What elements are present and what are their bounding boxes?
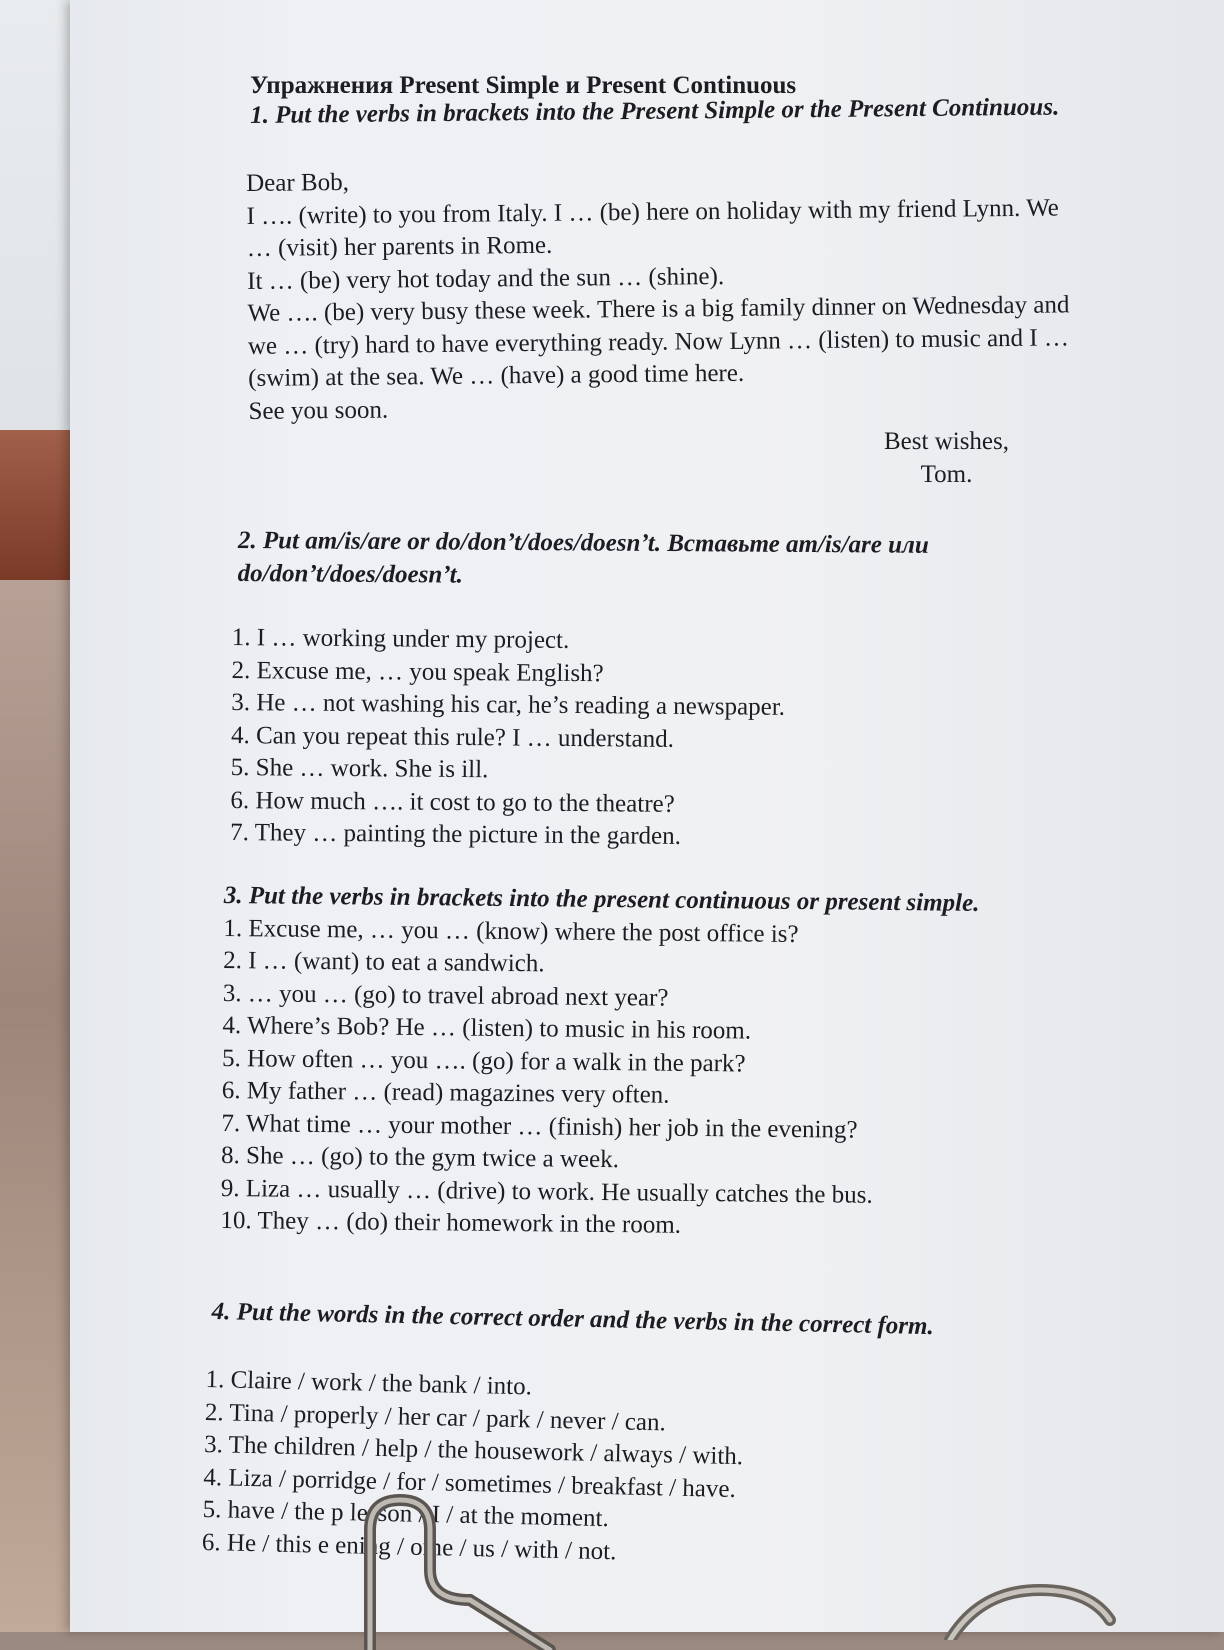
list-item: 5. How often … you …. (go) for a walk in the park?: [221, 1044, 746, 1077]
task1-heading: 1. Put the verbs in brackets into the Present Simple or the Present Continuous.: [250, 93, 1060, 129]
letter-line: … (visit) her parents in Rome.: [246, 231, 553, 262]
task3-list: [220, 912, 1183, 1247]
sign-off: Best wishes,: [884, 428, 1009, 455]
list-item: 2. Excuse me, … you speak English?: [231, 656, 604, 687]
list-item: 9. Liza … usually … (drive) to work. He usually catches the bus.: [220, 1174, 873, 1209]
list-item: 1. Claire / work / the bank / into.: [205, 1365, 533, 1401]
task2-heading: [238, 525, 1138, 596]
list-item: 6. How much …. it cost to go to the theatre?: [230, 786, 675, 818]
list-item: 3. He … not washing his car, he’s reading a newspaper.: [231, 688, 786, 721]
list-item: 8. She … (go) to the gym twice a week.: [220, 1141, 620, 1174]
letter-line: Dear Bob,: [246, 168, 350, 197]
list-item: 7. They … painting the picture in the garden.: [230, 818, 682, 850]
letter-line: we … (try) hard to have everything ready. Now Lynn … (listen) to music and I …: [247, 323, 1070, 360]
list-item: 3. The children / help / the housework / always / with.: [203, 1430, 744, 1471]
list-item: 4. Can you repeat this rule? I … understand.: [230, 721, 675, 753]
list-item: 1. Excuse me, … you … (know) where the post office is?: [223, 914, 799, 948]
list-item: 6. He / this e ening / ome / us / with / not.: [201, 1528, 617, 1565]
task3-heading: 3. Put the verbs in brackets into the present continuous or present simple.: [223, 881, 980, 917]
letter-line: See you soon.: [248, 396, 389, 425]
task1-letter: [246, 158, 1209, 428]
letter-line: We …. (be) very busy these week. There is a big family dinner on Wednesday and: [247, 291, 1070, 327]
task4-heading: 4. Put the words in the correct order and the verbs in the correct form.: [211, 1297, 935, 1341]
signature: Tom.: [920, 460, 973, 488]
letter-line: I …. (write) to you from Italy. I … (be) here on holiday with my friend Lynn. We: [246, 193, 1059, 230]
task2-list: [230, 622, 786, 854]
list-item: 5. have / the p lesson / I / at the moment.: [202, 1495, 610, 1533]
letter-line: It … (be) very hot today and the sun … (shine).: [247, 262, 725, 295]
list-item: 6. My father … (read) magazines very often.: [221, 1076, 670, 1109]
binder-ring-icon: [940, 1580, 1120, 1640]
letter-signoff: [884, 426, 1009, 491]
list-item: 10. They … (do) their homework in the room.: [220, 1206, 682, 1239]
task2-heading-line: do/don’t/does/doesn’t.: [237, 559, 463, 589]
binder-clip-icon: [350, 1490, 570, 1650]
letter-line: (swim) at the sea. We … (have) a good time here.: [248, 359, 745, 392]
list-item: 7. What time … your mother … (finish) her job in the evening?: [221, 1109, 858, 1144]
list-item: 1. I … working under my project.: [231, 623, 570, 654]
page-title: Упражнения Present Simple и Present Continuous: [250, 72, 797, 99]
list-item: 5. She … work. She is ill.: [230, 753, 489, 784]
task2-heading-line: 2. Put am/is/are or do/don’t/does/doesn’t. Вставьте am/is/are или: [237, 526, 929, 559]
task3: [220, 880, 1184, 1248]
list-item: 4. Liza / porridge / for / sometimes / breakfast / have.: [203, 1463, 737, 1503]
list-item: 3. … you … (go) to travel abroad next year?: [222, 979, 669, 1012]
list-item: 4. Where’s Bob? He … (listen) to music in his room.: [222, 1011, 752, 1045]
list-item: 2. I … (want) to eat a sandwich.: [223, 946, 545, 978]
list-item: 2. Tina / properly / her car / park / never / can.: [204, 1398, 667, 1436]
